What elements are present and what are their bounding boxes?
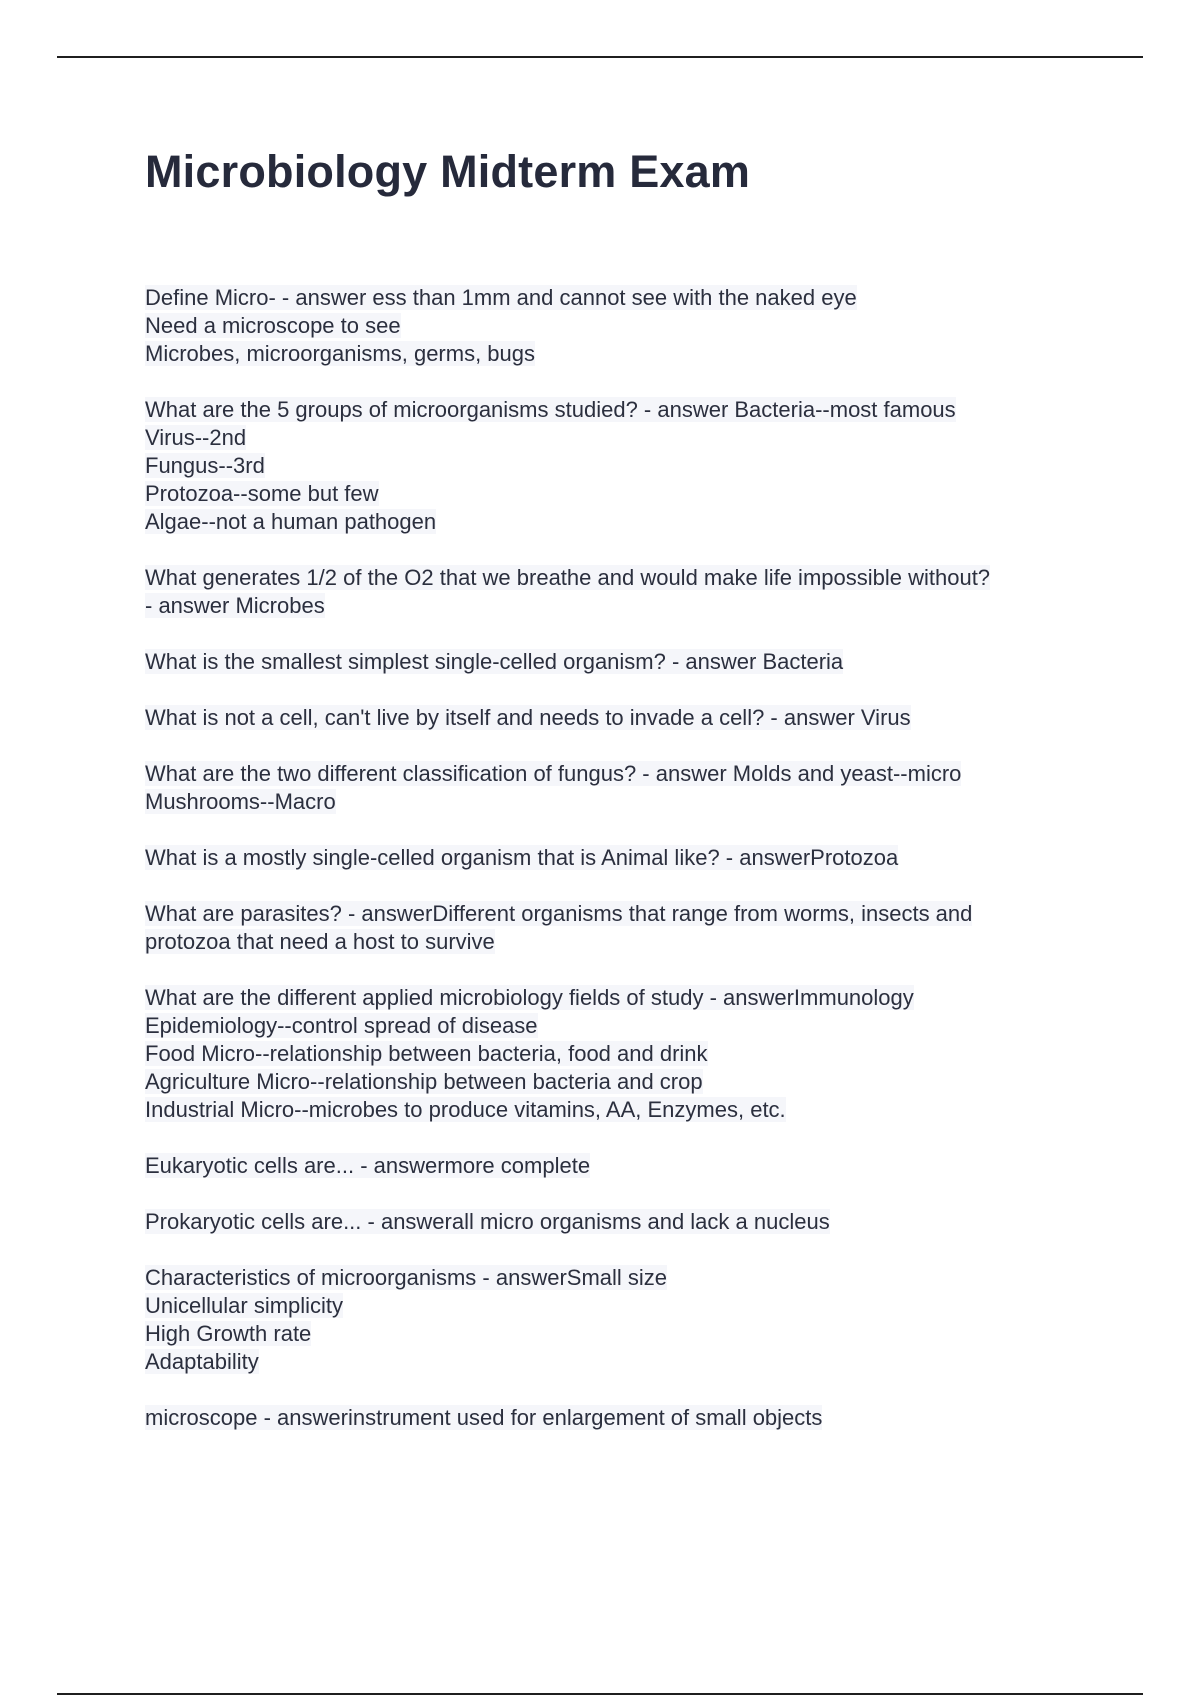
qa-line: High Growth rate — [145, 1321, 312, 1346]
qa-line: Mushrooms--Macro — [145, 789, 336, 814]
qa-line: Unicellular simplicity — [145, 1293, 344, 1318]
page-title: Microbiology Midterm Exam — [145, 146, 751, 197]
qa-line: microscope - answerinstrument used for enlargement of small objects — [145, 1405, 823, 1430]
qa-line: Adaptability — [145, 1349, 259, 1374]
qa-line: Eukaryotic cells are... - answermore complete — [145, 1153, 591, 1178]
qa-line: What is not a cell, can't live by itself and needs to invade a cell? - answer Virus — [145, 705, 911, 730]
qa-item — [145, 1208, 1085, 1236]
qa-line: Need a microscope to see — [145, 313, 401, 338]
qa-line: Epidemiology--control spread of disease — [145, 1013, 538, 1038]
qa-line: What are the 5 groups of microorganisms studied? - answer Bacteria--most famous — [145, 397, 956, 422]
qa-line: What generates 1/2 of the O2 that we breathe and would make life impossible without? — [145, 565, 991, 590]
qa-line: Food Micro--relationship between bacteria, food and drink — [145, 1041, 708, 1066]
qa-item — [145, 984, 1085, 1124]
qa-line: Industrial Micro--microbes to produce vitamins, AA, Enzymes, etc. — [145, 1097, 786, 1122]
qa-line: Agriculture Micro--relationship between bacteria and crop — [145, 1069, 703, 1094]
bottom-rule — [57, 1693, 1143, 1695]
qa-line: - answer Microbes — [145, 593, 325, 618]
qa-item — [145, 396, 1085, 536]
qa-item — [145, 760, 1085, 816]
qa-line: What is the smallest simplest single-celled organism? - answer Bacteria — [145, 649, 844, 674]
qa-item — [145, 1404, 1085, 1432]
qa-line: Fungus--3rd — [145, 453, 265, 478]
qa-item — [145, 844, 1085, 872]
qa-line: Microbes, microorganisms, germs, bugs — [145, 341, 536, 366]
top-rule — [57, 56, 1143, 58]
qa-line: What are parasites? - answerDifferent organisms that range from worms, insects and — [145, 901, 973, 926]
qa-item — [145, 1264, 1085, 1376]
qa-line: Protozoa--some but few — [145, 481, 379, 506]
qa-line: Prokaryotic cells are... - answerall micro organisms and lack a nucleus — [145, 1209, 830, 1234]
qa-line: What are the different applied microbiology fields of study - answerImmunology — [145, 985, 914, 1010]
qa-item — [145, 900, 1085, 956]
qa-line: protozoa that need a host to survive — [145, 929, 495, 954]
qa-item — [145, 284, 1085, 368]
qa-line: What is a mostly single-celled organism that is Animal like? - answerProtozoa — [145, 845, 899, 870]
qa-item — [145, 704, 1085, 732]
qa-item — [145, 648, 1085, 676]
qa-list — [145, 284, 1085, 1460]
qa-item — [145, 564, 1085, 620]
qa-item — [145, 1152, 1085, 1180]
qa-line: Define Micro- - answer ess than 1mm and cannot see with the naked eye — [145, 285, 857, 310]
qa-line: Characteristics of microorganisms - answerSmall size — [145, 1265, 668, 1290]
qa-line: Virus--2nd — [145, 425, 247, 450]
qa-line: What are the two different classification of fungus? - answer Molds and yeast--micro — [145, 761, 962, 786]
qa-line: Algae--not a human pathogen — [145, 509, 437, 534]
